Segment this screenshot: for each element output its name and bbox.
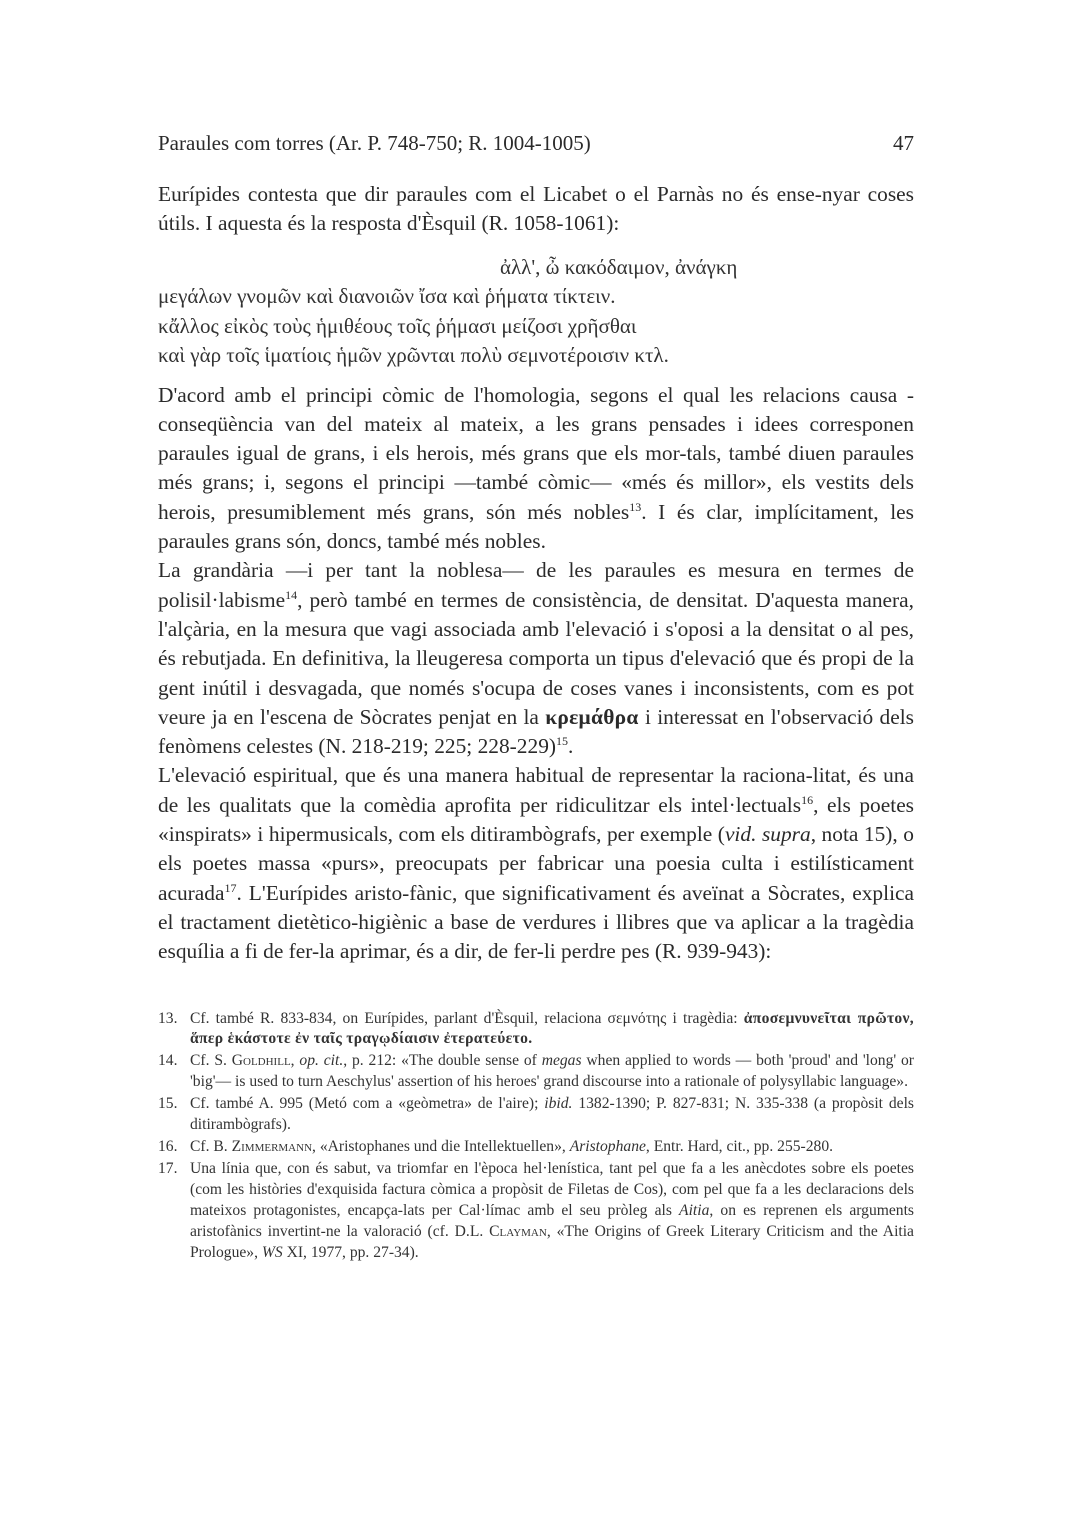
text-run: , però també en termes de consistència, de densitat. D'aquesta manera, l'alçària, en la mesura que vagi associada amb l'elevació i s'oposi a la densitat o al pes, és rebutjada. En definitiva, la lleugeresa comporta un tipus d'elevació que és propi de la gent inútil i desvagada, que només s'ocupa de coses vanes i inconsistents, com es pot veure ja en l'escena de Sòcrates penjat en la: [158, 587, 914, 729]
italic-run: Aitia: [679, 1201, 710, 1219]
text-run: , els poetes «inspirats» i hipermusicals, com els ditirambògrafs, per exemple (: [158, 792, 915, 847]
author-name: Zimmermann: [231, 1137, 313, 1155]
text-run: , on es reprenen els arguments aristofànics invertint-ne la valoració (cf. D.L.: [190, 1201, 914, 1240]
footnote-ref-13[interactable]: 13: [629, 499, 642, 514]
footnote-text: [190, 1051, 914, 1093]
footnote-number: 14.: [158, 1052, 178, 1070]
paragraph-elevacio: [158, 761, 914, 966]
text-run: ,: [290, 1052, 300, 1070]
footnote-number: 13.: [158, 1009, 178, 1027]
text-run: Cf. també A. 995 (Metó com a «geòmetra» de l'aire);: [190, 1095, 545, 1113]
italic-run: megas: [541, 1052, 582, 1070]
text-run: , «Aristophanes und die Intellektuellen»,: [312, 1137, 570, 1155]
footnote-ref-17[interactable]: 17: [224, 880, 237, 895]
text-run: La grandària —i per tant la noblesa— de les paraules es mesura en termes de polisil·labisme: [158, 558, 914, 612]
text-run: i interessat en l'observació dels fenòmens celestes (N. 218-219; 225; 228-229): [158, 704, 914, 759]
author-name: Goldhill: [231, 1052, 291, 1070]
text-run: XI, 1977, pp. 27-34).: [282, 1243, 419, 1261]
footnote-number: 16.: [158, 1137, 178, 1155]
greek-text: ἀποσεμνυνεῖται πρῶτον, ἅπερ ἑκάστοτε ἐν ταῖς τραγῳδίαισιν ἐτερατεύετο.: [190, 1009, 914, 1048]
footnote-ref-16[interactable]: 16: [801, 792, 814, 807]
footnote-14: [158, 1051, 914, 1093]
text-run: D'acord amb el principi còmic de l'homologia, segons el qual les relacions causa - conseqüència van del mateix al mateix, a les grans pensades i idees corresponen paraules igual de grans, i els herois, més grans que els mor-tals, també diuen paraules més grans; i, segons el principi —també còmic— «més és millor», els vestits dels herois, presumiblement més grans, són més nobles: [158, 382, 914, 524]
page: [158, 128, 914, 1264]
footnote-17: [158, 1159, 914, 1264]
text-run: Cf. també R. 833-834, on Eurípides, parlant d'Èsquil, relaciona σεμνότης i tragèdia:: [190, 1009, 744, 1027]
footnote-text: [190, 1009, 914, 1051]
greek-term: κρεμάθρα: [545, 704, 639, 729]
italic-run: Aristophane: [569, 1137, 646, 1155]
text-run: Una línia que, con és sabut, va triomfar en l'època hel·lenística, tant pel que fa a les anècdotes sobre els poetes (com les històries d'exquisida factura còmica a propòsit de Filetas de Cos), com pel que fa a les declaracions dels mateixos protagonistes, encapça-lats per Cal·límac amb el seu pròleg als: [190, 1159, 914, 1219]
footnote-text: [190, 1137, 914, 1158]
greek-quote-line: ἀλλ', ὦ κακόδαιμον, ἀνάγκη: [500, 254, 738, 279]
italic-run: WS: [261, 1243, 283, 1261]
italic-run: vid. supra: [724, 822, 811, 847]
footnote-number: 17.: [158, 1159, 178, 1177]
greek-quote-line: κἄλλος εἰκὸς τοὺς ἡμιθέους τοῖς ῥήμασι μείζοσι χρῆσθαι: [158, 313, 637, 338]
footnote-text: [190, 1159, 914, 1264]
greek-quote-line: μεγάλων γνομῶν καὶ διανοιῶν ἴσα καὶ ῥήματα τίκτειν.: [158, 284, 616, 309]
running-title: Paraules com torres (Ar. P. 748-750; R. 1004-1005): [158, 131, 591, 155]
text-run: L'elevació espiritual, que és una manera habitual de representar la raciona-litat, és una de les qualitats que la comèdia aprofita per ridiculitzar els intel·lectuals: [158, 763, 914, 817]
paragraph-grandaria: [158, 556, 914, 761]
text-run: . L'Eurípides aristo-fànic, que significativament és aveïnat a Sòcrates, explica el tractament dietètico-higiènic a base de verdures i llibres que va aplicar a la tragèdia esquília a fi de fer-la aprimar, és a dir, de fer-li perdre pes (R. 939-943):: [158, 880, 914, 964]
text-run: Cf. S.: [190, 1052, 232, 1070]
footnote-ref-15[interactable]: 15: [556, 734, 569, 749]
running-header: [158, 128, 914, 158]
footnote-13: [158, 1009, 914, 1051]
text-run: , p. 212: «The double sense of: [343, 1052, 542, 1070]
text-run: when applied to words — both 'proud' and 'long' or 'big'— is used to turn Aeschylus' assertion of his heroes' grand discourse into a rationale of polysyllabic language».: [190, 1052, 915, 1091]
footnote-number: 15.: [158, 1095, 178, 1113]
text-run: .: [568, 734, 574, 759]
footnotes: [158, 1009, 914, 1264]
text-run: , «The Origins of Greek Literary Criticism and the Aitia Prologue»,: [190, 1222, 914, 1261]
footnote-text: [190, 1094, 914, 1136]
greek-quote-line: καὶ γὰρ τοῖς ἱματίοις ἡμῶν χρῶνται πολὺ σεμνοτέροισιν κτλ.: [158, 343, 669, 368]
text-run: . I és clar, implícitament, les paraules grans són, doncs, també més nobles.: [158, 499, 914, 554]
author-name: Clayman: [489, 1222, 547, 1240]
text-run: , Entr. Hard, cit., pp. 255-280.: [645, 1137, 834, 1155]
text-run: , nota 15), o els poetes massa «purs», preocupats per fabricar una poesia culta i estilísticament acurada: [158, 822, 914, 905]
paragraph-intro: Eurípides contesta que dir paraules com el Licabet o el Parnàs no és ense-nyar coses útils. I aquesta és la resposta d'Èsquil (R. 1058-1061):: [158, 182, 914, 236]
paragraph-homologia: [158, 381, 914, 557]
italic-run: op. cit.: [299, 1052, 344, 1070]
text-run: 1382-1390; P. 827-831; N. 335-338 (a propòsit dels ditirambògrafs).: [190, 1095, 914, 1134]
footnote-15: [158, 1094, 914, 1136]
footnote-ref-14[interactable]: 14: [285, 587, 298, 602]
italic-run: ibid.: [544, 1095, 573, 1113]
footnote-16: [158, 1137, 914, 1158]
greek-quotation: [158, 253, 914, 371]
text-run: Cf. B.: [190, 1137, 232, 1155]
page-number: 47: [893, 131, 914, 155]
